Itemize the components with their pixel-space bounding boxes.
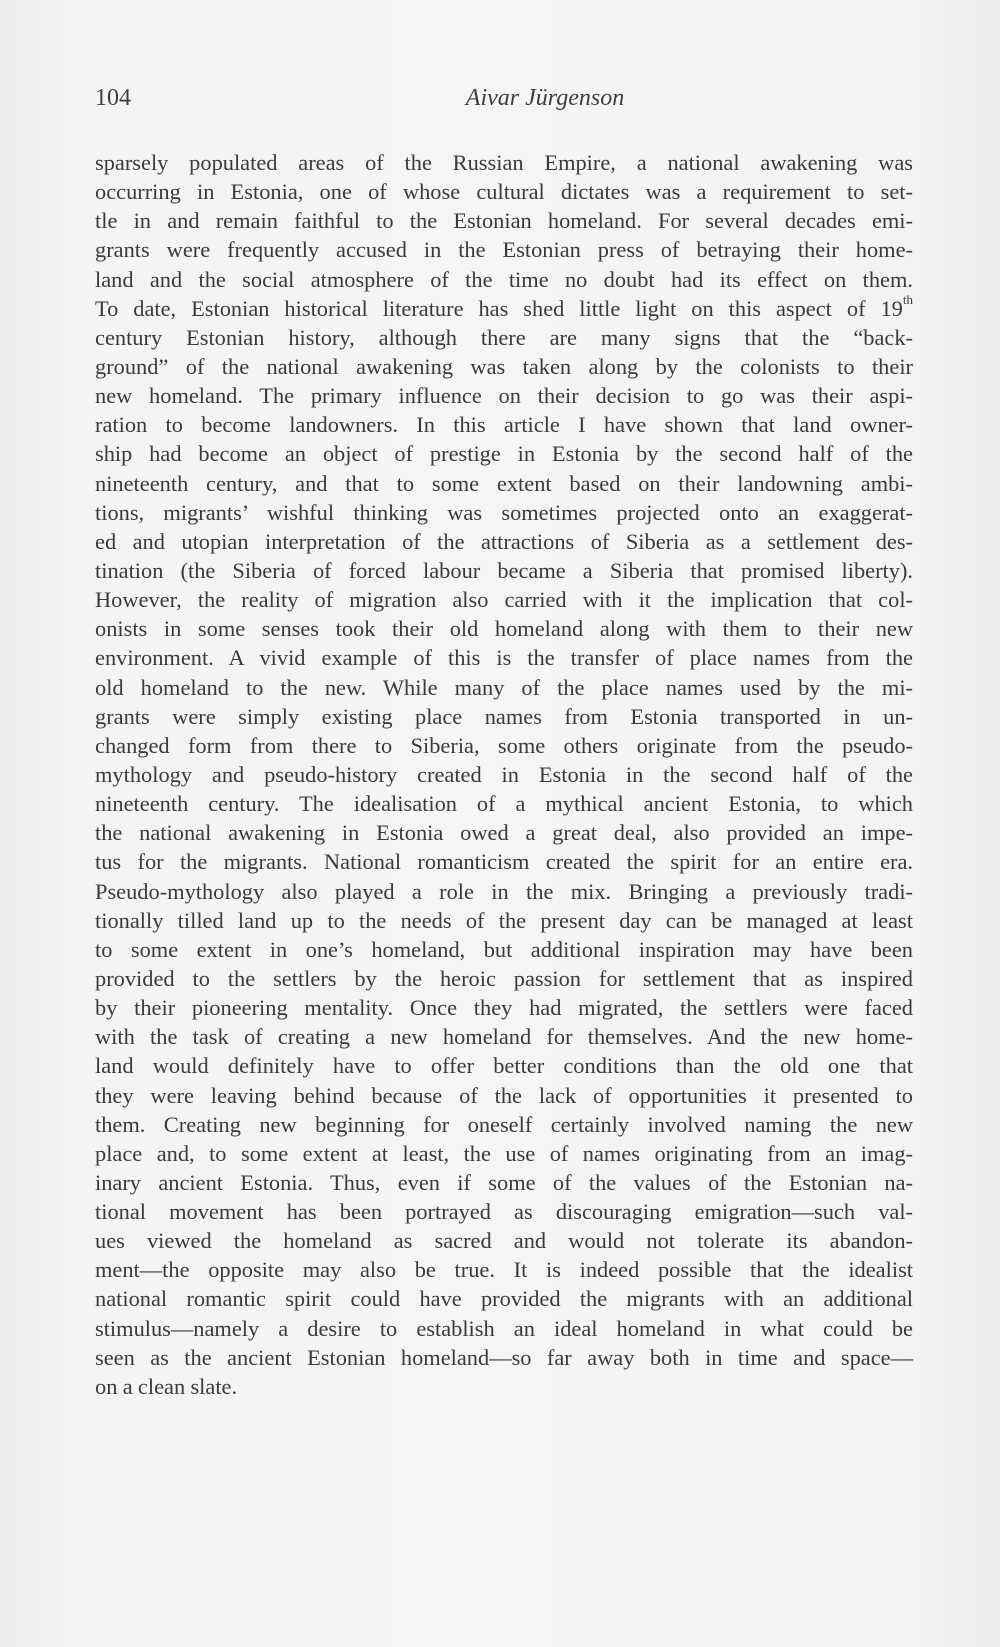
text-line-content: on a clean slate. [95,1373,238,1399]
text-line-content: grants were frequently accused in the Estonian press of betraying their home- [95,237,913,263]
text-line [95,702,913,731]
text-line [95,177,913,206]
text-line-content: inary ancient Estonia. Thus, even if some of the values of the Estonian na- [95,1169,913,1195]
text-line-content: ed and utopian interpretation of the attractions of Siberia as a settlement des- [95,528,913,554]
text-line [95,265,913,294]
text-line-content: them. Creating new beginning for oneself certainly involved naming the new [95,1111,913,1137]
text-line [95,1110,913,1139]
text-line [95,498,913,527]
text-line-content: tionally tilled land up to the needs of the present day can be managed at least [95,907,913,933]
text-line [95,206,913,235]
text-line-content: ues viewed the homeland as sacred and would not tolerate its abandon- [95,1228,913,1254]
text-line [95,818,913,847]
text-line [95,847,913,876]
text-line-content: provided to the settlers by the heroic passion for settlement that as inspired [95,965,913,991]
text-line [95,993,913,1022]
text-line [95,1343,913,1372]
text-line-content: occurring in Estonia, one of whose cultural dictates was a requirement to set- [95,179,913,205]
text-line-content: nineteenth century, and that to some extent based on their landowning ambi- [95,470,913,496]
text-line-content: tional movement has been portrayed as discouraging emigration—such val- [95,1199,913,1225]
text-line-content: nineteenth century. The idealisation of a mythical ancient Estonia, to which [95,791,913,817]
text-line [95,1255,913,1284]
text-line-content: tus for the migrants. National romanticism created the spirit for an entire era. [95,849,913,875]
text-line-content: tions, migrants’ wishful thinking was sometimes projected onto an exaggerat- [95,499,913,525]
text-line [95,527,913,556]
text-line [95,1022,913,1051]
text-line [95,964,913,993]
text-line-content: grants were simply existing place names from Estonia transported in un- [95,703,913,729]
page-number: 104 [95,85,131,111]
text-line [95,1284,913,1313]
text-line-content: by their pioneering mentality. Once they had migrated, the settlers were faced [95,995,913,1021]
text-line-content: changed form from there to Siberia, some others originate from the pseudo- [95,732,913,758]
text-line [95,294,913,323]
text-line [95,1197,913,1226]
text-line-content: stimulus—namely a desire to establish an ideal homeland in what could be [95,1315,913,1341]
text-line-content: tination (the Siberia of forced labour became a Siberia that promised liberty). [95,557,913,583]
text-line [95,148,913,177]
text-line [95,906,913,935]
text-line [95,235,913,264]
page-header [95,80,915,120]
text-line [95,1081,913,1110]
text-line [95,1226,913,1255]
text-line-content: To date, Estonian historical literature has shed little light on this aspect of 19 [95,295,903,321]
text-line [95,410,913,439]
superscript-ordinal: th [902,292,913,308]
text-line [95,1051,913,1080]
text-line [95,1139,913,1168]
text-line-content: However, the reality of migration also carried with it the implication that col- [95,587,913,613]
text-line-content: ration to become landowners. In this article I have shown that land owner- [95,412,913,438]
text-line [95,1168,913,1197]
text-line [95,323,913,352]
text-line-content: new homeland. The primary influence on their decision to go was their aspi- [95,383,913,409]
text-line-content: seen as the ancient Estonian homeland—so far away both in time and space— [95,1344,913,1370]
text-line [95,877,913,906]
text-line-content: the national awakening in Estonia owed a great deal, also provided an impe- [95,820,913,846]
text-line-content: century Estonian history, although there are many signs that the “back- [95,324,913,350]
text-line [95,643,913,672]
text-line-content: old homeland to the new. While many of the place names used by the mi- [95,674,913,700]
text-line [95,469,913,498]
text-line [95,731,913,760]
text-line-content: Pseudo-mythology also played a role in the mix. Bringing a previously tradi- [95,878,913,904]
text-line [95,760,913,789]
text-line-content: land and the social atmosphere of the time no doubt had its effect on them. [95,266,913,292]
text-line-content: land would definitely have to offer better conditions than the old one that [95,1053,913,1079]
text-line-content: ground” of the national awakening was taken along by the colonists to their [95,353,913,379]
text-line-content: to some extent in one’s homeland, but additional inspiration may have been [95,936,913,962]
text-line [95,1372,913,1401]
text-line-content: environment. A vivid example of this is the transfer of place names from the [95,645,913,671]
text-line-content: with the task of creating a new homeland for themselves. And the new home- [95,1024,913,1050]
text-line-content: they were leaving behind because of the lack of opportunities it presented to [95,1082,913,1108]
text-line-content: sparsely populated areas of the Russian Empire, a national awakening was [95,150,913,175]
text-line [95,585,913,614]
text-line [95,789,913,818]
text-line [95,673,913,702]
text-line-content: ship had become an object of prestige in Estonia by the second half of the [95,441,913,467]
text-line-content: tle in and remain faithful to the Estonian homeland. For several decades emi- [95,208,913,234]
text-line-content: onists in some senses took their old homeland along with them to their new [95,616,913,642]
running-head-author: Aivar Jürgenson [465,85,625,111]
text-line-content: national romantic spirit could have provided the migrants with an additional [95,1286,913,1312]
text-line [95,614,913,643]
text-line-content: ment—the opposite may also be true. It is indeed possible that the idealist [95,1257,913,1283]
text-line [95,1314,913,1343]
text-line-content: mythology and pseudo-history created in Estonia in the second half of the [95,761,913,787]
text-line [95,556,913,585]
text-line [95,439,913,468]
text-line-content: place and, to some extent at least, the use of names originating from an imag- [95,1140,913,1166]
text-line [95,381,913,410]
body-paragraph [95,148,913,1401]
text-line [95,352,913,381]
text-line [95,935,913,964]
